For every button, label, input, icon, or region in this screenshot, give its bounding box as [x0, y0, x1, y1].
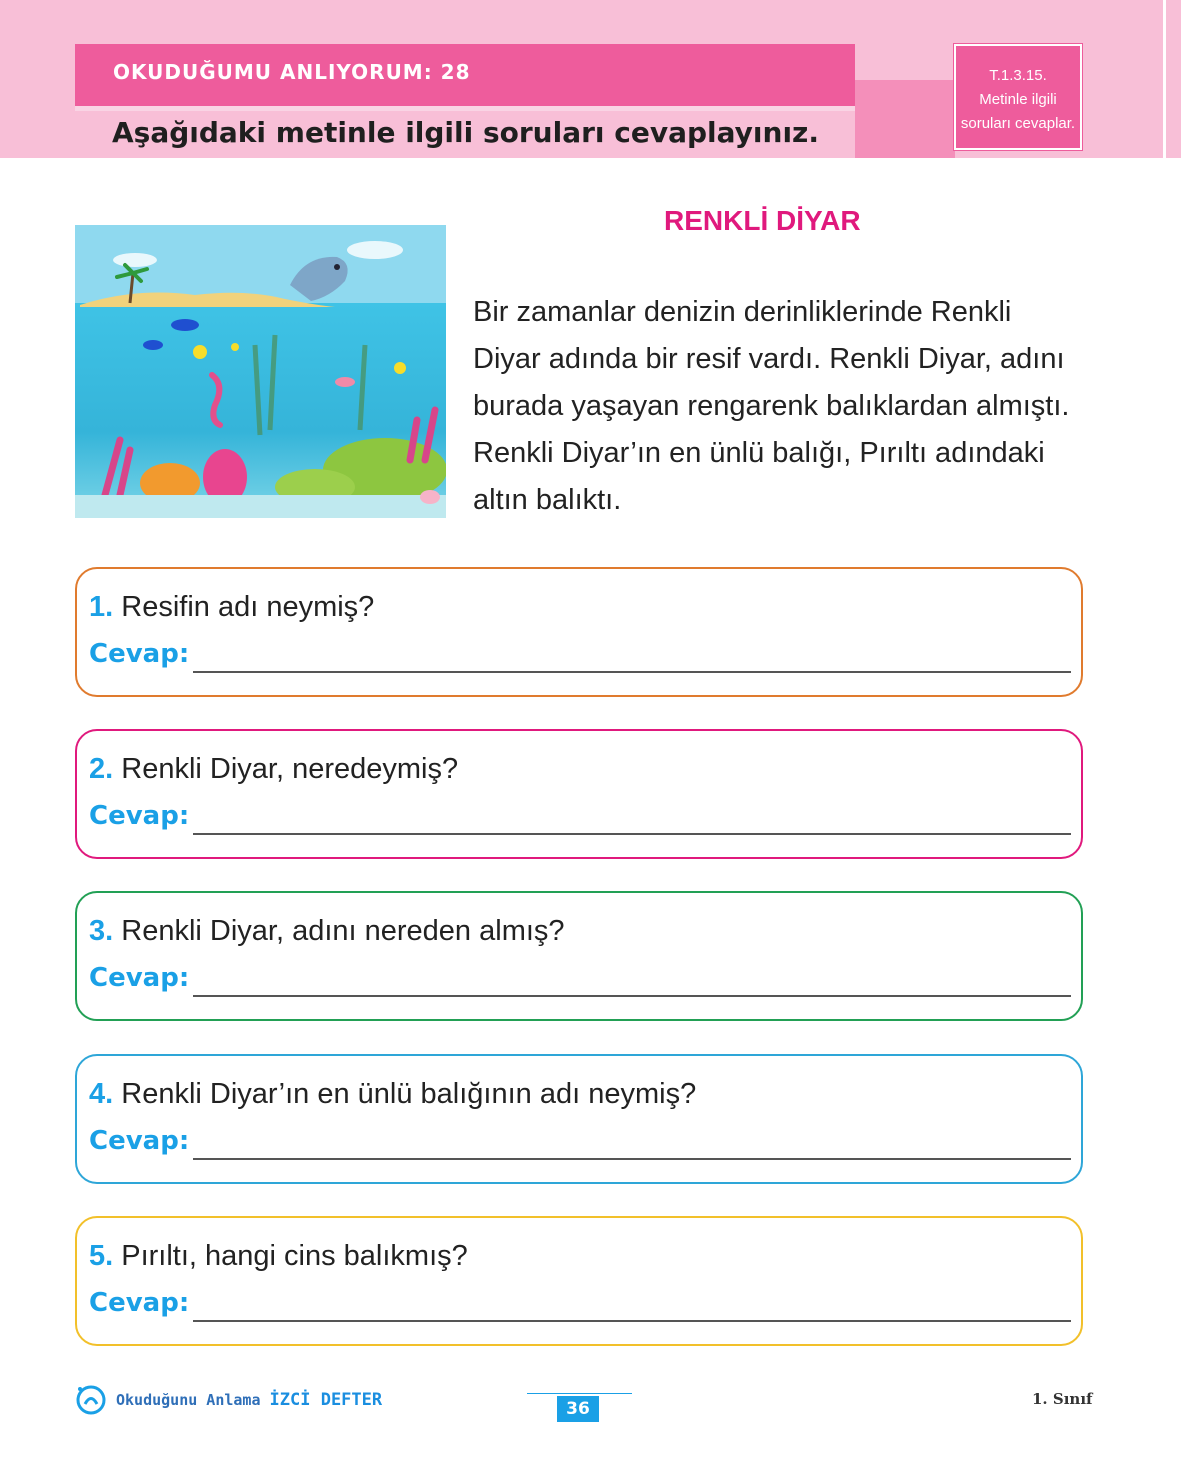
question-5-label: Pırıltı, hangi cins balıkmış?: [121, 1240, 468, 1272]
question-3-label: Renkli Diyar, adını nereden almış?: [121, 915, 565, 947]
objective-code: T.1.3.15.: [989, 67, 1047, 84]
page-title: OKUDUĞUMU ANLIYORUM: 28: [113, 60, 471, 84]
story-title: RENKLİ DİYAR: [664, 205, 861, 236]
question-4-number: 4.: [89, 1078, 114, 1110]
question-1-text: [89, 591, 374, 624]
question-5-answer-label: Cevap:: [89, 1288, 190, 1318]
question-3-answer-line[interactable]: [193, 995, 1071, 997]
objective-line-1: Metinle ilgili: [979, 91, 1057, 108]
footer-brand: [116, 1390, 382, 1410]
page-instruction: Aşağıdaki metinle ilgili soruları cevaplayınız.: [112, 116, 819, 149]
question-1-label: Resifin adı neymiş?: [121, 591, 375, 623]
question-2-text: [89, 753, 458, 786]
question-5-answer-line[interactable]: [193, 1320, 1071, 1322]
footer-brand-name: İZCİ DEFTER: [269, 1390, 383, 1410]
question-4-answer-label: Cevap:: [89, 1126, 190, 1156]
question-3-card: [75, 891, 1083, 1021]
question-2-card: [75, 729, 1083, 859]
header-edge: [1163, 0, 1166, 158]
question-1-answer-label: Cevap:: [89, 639, 190, 669]
header-title-strip: [75, 106, 855, 111]
question-5-number: 5.: [89, 1240, 114, 1272]
question-2-label: Renkli Diyar, neredeymiş?: [121, 753, 459, 785]
question-3-answer-label: Cevap:: [89, 963, 190, 993]
question-4-answer-line[interactable]: [193, 1158, 1071, 1160]
footer-brand-prefix: Okuduğunu Anlama: [116, 1391, 261, 1409]
grade-label: 1. Sınıf: [1032, 1390, 1093, 1408]
header-mid-fill: [855, 80, 955, 158]
story-text: Bir zamanlar denizin derinliklerinde Renkli Diyar adında bir resif vardı. Renkli Diyar, adını burada yaşayan rengarenk balıklardan almıştı. Renkli Diyar’ın en ünlü balığı, Pırıltı adındaki altın balıktı.: [473, 296, 1070, 516]
question-3-text: [89, 915, 565, 948]
publisher-logo-icon: [76, 1385, 106, 1415]
question-2-answer-label: Cevap:: [89, 801, 190, 831]
question-4-label: Renkli Diyar’ın en ünlü balığının adı neymiş?: [121, 1078, 697, 1110]
question-2-number: 2.: [89, 753, 114, 785]
objective-badge: [954, 44, 1082, 150]
question-5-text: [89, 1240, 468, 1273]
question-1-number: 1.: [89, 591, 114, 623]
question-2-answer-line[interactable]: [193, 833, 1071, 835]
question-4-text: [89, 1078, 696, 1111]
question-1-answer-line[interactable]: [193, 671, 1071, 673]
question-4-card: [75, 1054, 1083, 1184]
question-1-card: [75, 567, 1083, 697]
question-3-number: 3.: [89, 915, 114, 947]
footer-divider: [527, 1393, 632, 1394]
coral-reef-illustration: [75, 225, 446, 518]
page-number: 36: [557, 1396, 599, 1422]
question-5-card: [75, 1216, 1083, 1346]
objective-line-2: soruları cevaplar.: [960, 115, 1076, 132]
